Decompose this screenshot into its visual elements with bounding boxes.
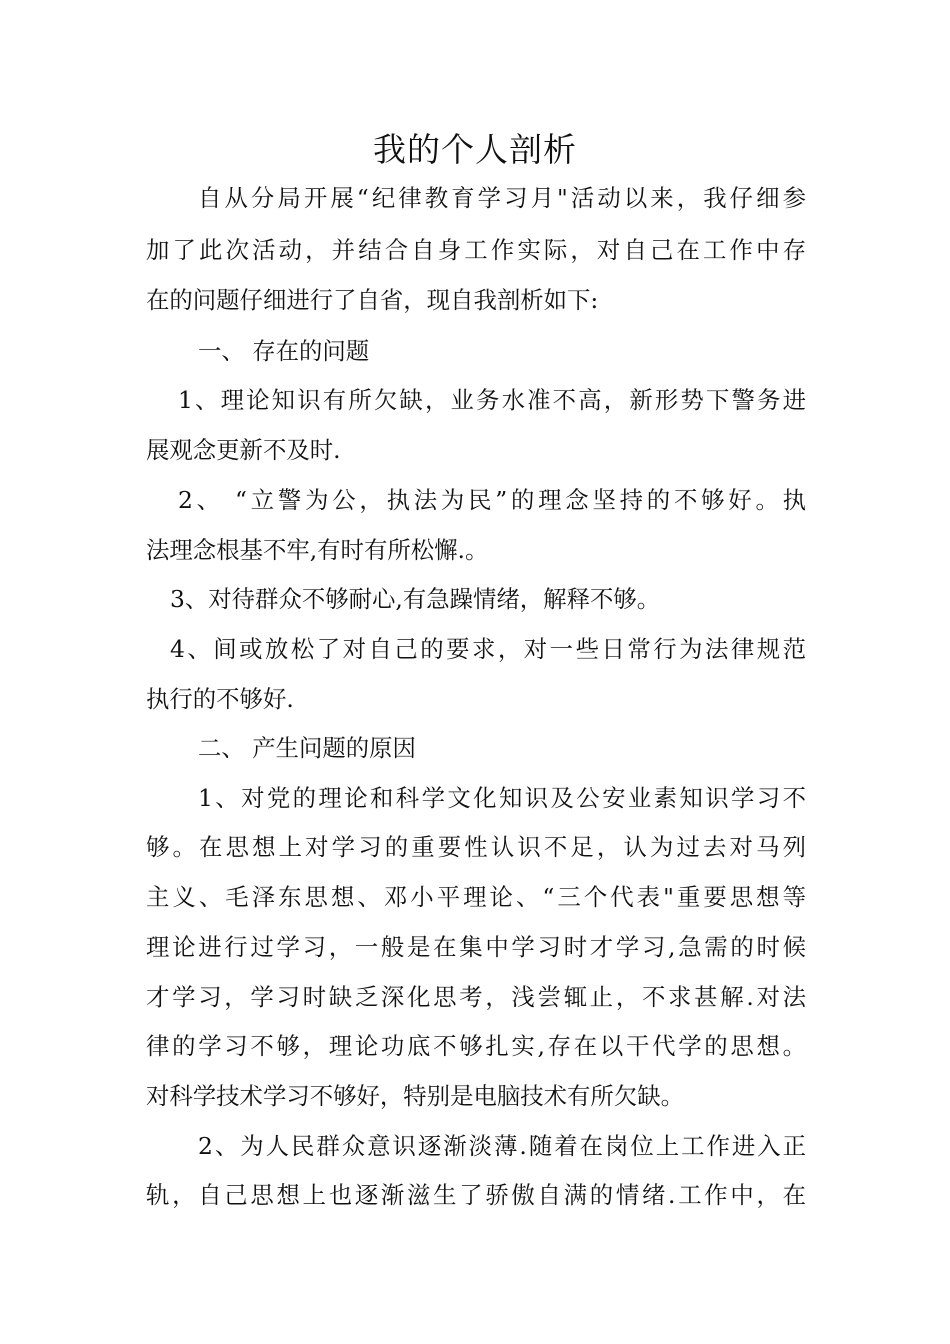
document-title: 我的个人剖析	[373, 130, 577, 169]
paragraph-line: 够。在思想上对学习的重要性认识不足，认为过去对马列	[146, 833, 806, 861]
paragraph-line: 在的问题仔细进行了自省，现自我剖析如下:	[146, 286, 599, 314]
paragraph-line: 自从分局开展“纪律教育学习月"活动以来，我仔细参	[198, 184, 806, 212]
paragraph-line: 1、理论知识有所欠缺，业务水准不高，新形势下警务进	[178, 386, 806, 414]
paragraph-line: 才学习，学习时缺乏深化思考，浅尝辄止，不求甚解.对法	[146, 983, 806, 1011]
paragraph-line: 展观念更新不及时.	[146, 436, 341, 464]
paragraph-line: 4、间或放松了对自己的要求，对一些日常行为法律规范	[170, 635, 806, 663]
paragraph-line: 3、对待群众不够耐心,有急躁情绪，解释不够。	[170, 585, 661, 613]
paragraph-line: 轨，自己思想上也逐渐滋生了骄傲自满的情绪.工作中，在	[146, 1181, 806, 1209]
paragraph-line: 律的学习不够，理论功底不够扎实,存在以干代学的思想。	[146, 1032, 806, 1060]
paragraph-line: 1、对党的理论和科学文化知识及公安业素知识学习不	[198, 784, 806, 812]
paragraph-line: 2、为人民群众意识逐渐淡薄.随着在岗位上工作进入正	[198, 1132, 806, 1160]
paragraph-line: 执行的不够好.	[146, 685, 294, 713]
paragraph-line: 2、 “立警为公，执法为民”的理念坚持的不够好。执	[178, 486, 806, 514]
paragraph-line: 法理念根基不牢,有时有所松懈.。	[146, 536, 489, 564]
paragraph-line: 理论进行过学习，一般是在集中学习时才学习,急需的时候	[146, 933, 806, 961]
paragraph-line: 对科学技术学习不够好，特别是电脑技术有所欠缺。	[146, 1082, 684, 1110]
section-heading: 二、 产生问题的原因	[198, 734, 416, 762]
section-heading: 一、 存在的问题	[198, 337, 370, 365]
paragraph-line: 主义、毛泽东思想、邓小平理论、“三个代表"重要思想等	[146, 883, 806, 911]
paragraph-line: 加了此次活动，并结合自身工作实际，对自己在工作中存	[146, 236, 806, 264]
